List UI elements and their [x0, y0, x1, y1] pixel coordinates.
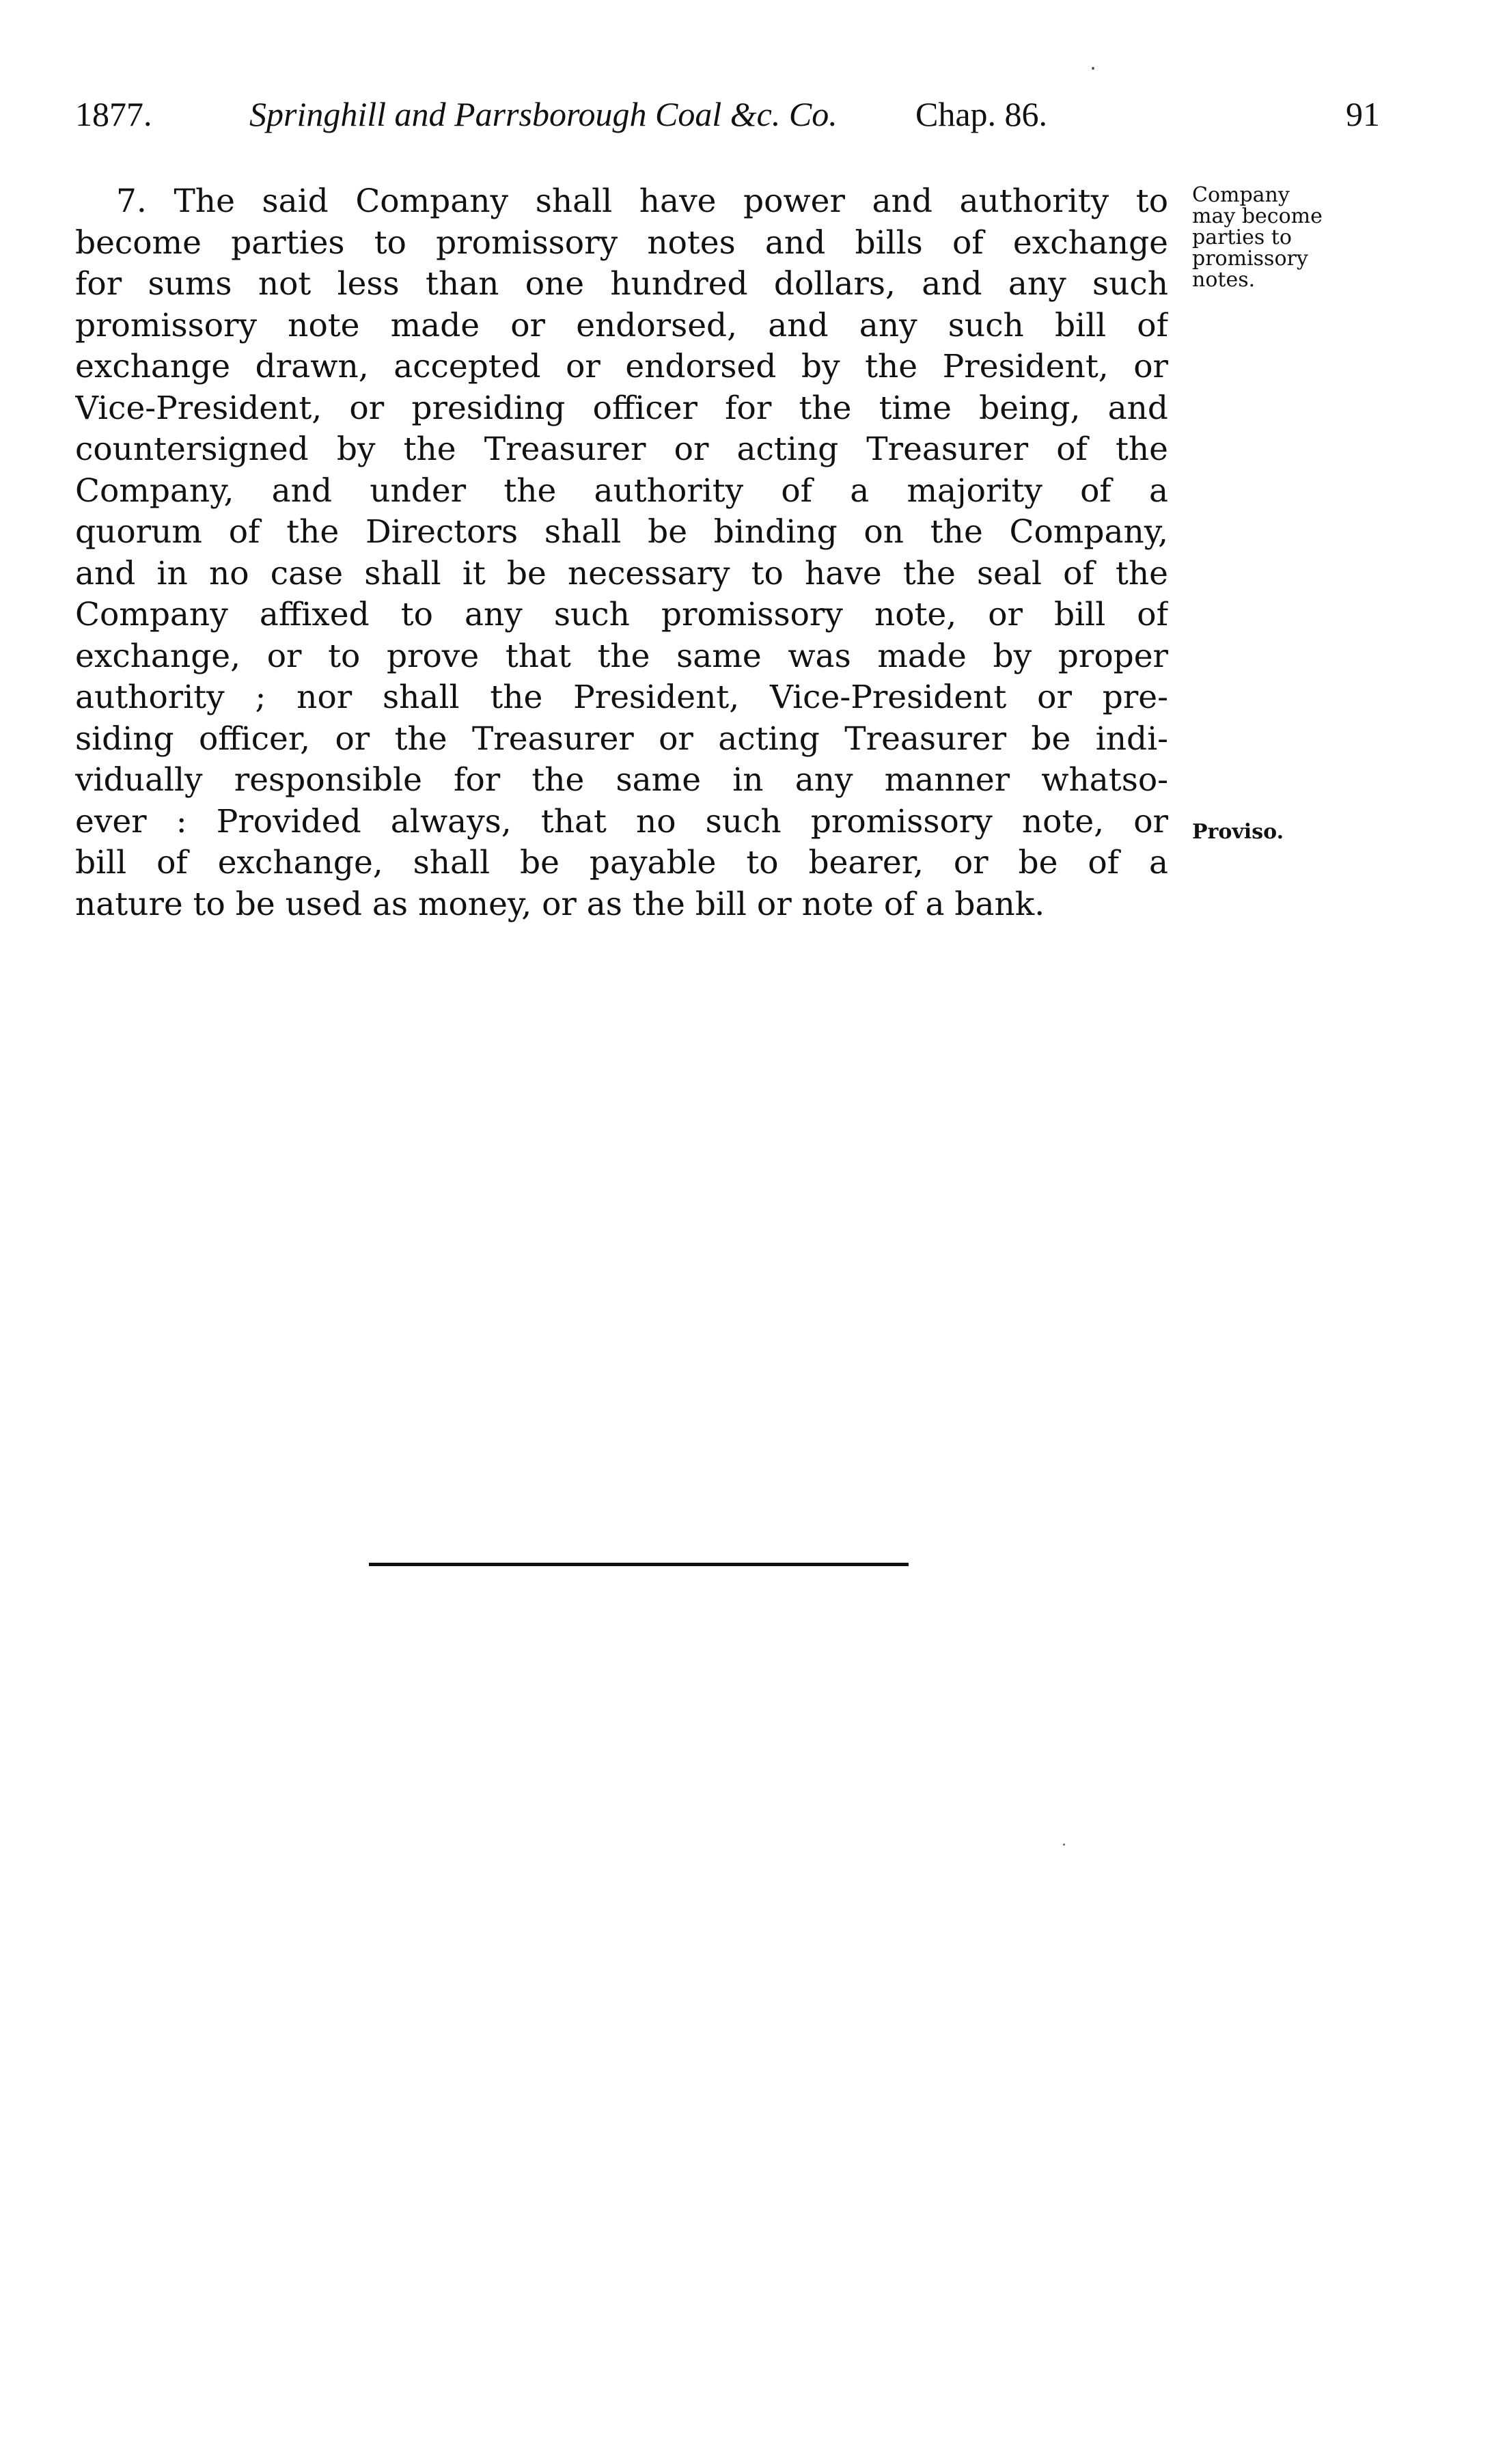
text-line: for sums not less than one hundred dollars, and any such	[75, 265, 1168, 303]
header-title: Springhill and Parrsborough Coal &c. Co.	[249, 95, 838, 133]
page-number: 91	[1346, 95, 1380, 133]
page-header	[75, 94, 1380, 142]
text-line: 7. The said Company shall have power and authority to	[116, 182, 1168, 220]
margin-note-proviso: Proviso.	[1192, 820, 1284, 844]
text-line: Company, and under the authority of a majority of a	[75, 471, 1168, 510]
margin-note-company	[1192, 184, 1397, 290]
text-line: Vice-President, or presiding officer for the time being, and	[75, 389, 1168, 427]
margin-note-line: may become	[1192, 204, 1323, 228]
header-year: 1877.	[75, 95, 152, 133]
text-line: promissory note made or endorsed, and any such bill of	[75, 306, 1168, 344]
text-line: vidually responsible for the same in any manner whatso-	[75, 761, 1168, 799]
text-line: siding officer, or the Treasurer or acting Treasurer be indi-	[75, 720, 1168, 758]
text-line: authority ; nor shall the President, Vice-President or pre-	[75, 679, 1168, 716]
text-line: bill of exchange, shall be payable to bearer, or be of a	[75, 844, 1168, 881]
print-speck	[1092, 67, 1094, 70]
header-chapter: Chap. 86.	[915, 95, 1048, 133]
text-line: exchange, or to prove that the same was made by proper	[75, 637, 1168, 675]
margin-note-line: parties to	[1192, 225, 1292, 249]
text-line: become parties to promissory notes and bills of exchange	[75, 223, 1168, 262]
print-speck	[1063, 1844, 1065, 1846]
text-line: Company affixed to any such promissory note, or bill of	[75, 596, 1168, 633]
margin-note-line: notes.	[1192, 268, 1256, 292]
text-line: quorum of the Directors shall be binding on the Company,	[75, 513, 1168, 551]
text-line: and in no case shall it be necessary to have the seal of the	[75, 554, 1168, 592]
margin-note-line: Company	[1192, 183, 1290, 207]
section-end-rule	[369, 1563, 909, 1566]
margin-note-line: promissory	[1192, 247, 1308, 271]
text-line: countersigned by the Treasurer or acting Treasurer of the	[75, 430, 1168, 468]
text-line: exchange drawn, accepted or endorsed by the President, or	[75, 348, 1168, 385]
text-line: nature to be used as money, or as the bill or note of a bank.	[75, 885, 1045, 923]
section-7-text	[75, 181, 1168, 925]
text-line: ever : Provided always, that no such promissory note, or	[75, 802, 1168, 840]
